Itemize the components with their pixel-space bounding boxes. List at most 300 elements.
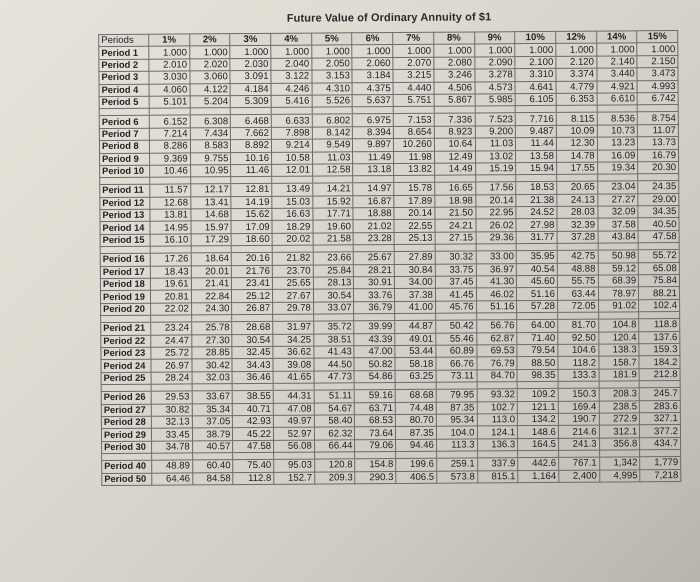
value-cell: 113.3 <box>436 439 477 452</box>
value-cell: 36.97 <box>476 263 517 276</box>
value-cell: 27.98 <box>516 219 557 232</box>
period-label: Period 28 <box>101 416 151 429</box>
value-cell: 13.58 <box>516 150 557 163</box>
value-cell: 8.142 <box>312 127 353 140</box>
value-cell: 33.75 <box>435 264 476 277</box>
value-cell: 120.8 <box>314 459 355 472</box>
value-cell: 2.020 <box>190 58 231 71</box>
value-cell: 49.01 <box>395 333 436 346</box>
value-cell: 3.030 <box>149 71 190 84</box>
value-cell: 41.43 <box>314 346 355 359</box>
value-cell: 32.09 <box>597 206 638 219</box>
value-cell: 12.58 <box>312 164 353 177</box>
value-cell: 1.000 <box>271 45 312 58</box>
value-cell: 45.22 <box>233 428 274 441</box>
value-cell: 6.152 <box>149 115 190 128</box>
value-cell: 81.70 <box>558 319 599 332</box>
value-cell: 169.4 <box>558 401 599 414</box>
value-cell: 1.000 <box>352 45 393 58</box>
value-cell: 47.08 <box>273 403 314 416</box>
value-cell: 49.97 <box>273 415 314 428</box>
value-cell: 1.000 <box>312 45 353 58</box>
value-cell: 15.97 <box>191 221 232 234</box>
rate-header: 9% <box>474 32 515 45</box>
value-cell: 14.21 <box>312 183 353 196</box>
value-cell: 26.97 <box>151 359 192 372</box>
period-label: Period 25 <box>101 372 151 385</box>
value-cell: 209.3 <box>314 471 355 484</box>
value-cell: 406.5 <box>396 471 437 484</box>
value-cell: 20.65 <box>557 181 598 194</box>
value-cell: 6.975 <box>353 114 394 127</box>
value-cell: 27.30 <box>191 334 232 347</box>
value-cell: 43.84 <box>598 231 639 244</box>
value-cell: 14.95 <box>150 221 191 234</box>
value-cell: 3.184 <box>352 70 393 83</box>
period-label: Period 14 <box>100 222 150 235</box>
value-cell: 40.57 <box>192 440 233 453</box>
period-label: Period 9 <box>100 153 150 166</box>
value-cell: 9.369 <box>150 152 191 165</box>
value-cell: 55.75 <box>557 275 598 288</box>
value-cell: 75.84 <box>639 275 680 288</box>
value-cell: 66.76 <box>436 357 477 370</box>
value-cell: 33.76 <box>354 289 395 302</box>
value-cell: 59.16 <box>355 390 396 403</box>
value-cell: 45.76 <box>435 301 476 314</box>
value-cell: 6.308 <box>190 115 231 128</box>
value-cell: 2.080 <box>434 57 475 70</box>
value-cell: 52.97 <box>273 427 314 440</box>
value-cell: 51.16 <box>517 288 558 301</box>
value-cell: 6.742 <box>637 92 678 105</box>
value-cell: 104.0 <box>436 426 477 439</box>
value-cell: 5.416 <box>271 95 312 108</box>
value-cell: 23.41 <box>232 277 273 290</box>
value-cell: 10.09 <box>556 125 597 138</box>
value-cell: 327.1 <box>640 412 681 425</box>
value-cell: 120.4 <box>598 331 639 344</box>
period-label: Period 19 <box>100 291 150 304</box>
value-cell: 6.468 <box>231 115 272 128</box>
value-cell: 57.28 <box>517 300 558 313</box>
value-cell: 84.70 <box>477 369 518 382</box>
value-cell: 3.153 <box>312 70 353 83</box>
value-cell: 8.654 <box>393 126 434 139</box>
value-cell: 38.55 <box>233 391 274 404</box>
value-cell: 6.353 <box>556 93 597 106</box>
value-cell: 7.214 <box>149 128 190 141</box>
value-cell: 18.43 <box>150 266 191 279</box>
value-cell: 22.55 <box>394 220 435 233</box>
value-cell: 442.6 <box>518 457 559 470</box>
value-cell: 41.45 <box>435 288 476 301</box>
value-cell: 18.60 <box>231 233 272 246</box>
value-cell: 36.62 <box>273 346 314 359</box>
value-cell: 815.1 <box>477 470 518 483</box>
value-cell: 11.57 <box>150 184 191 197</box>
value-cell: 3.122 <box>271 70 312 83</box>
value-cell: 118.2 <box>558 356 599 369</box>
value-cell: 7,218 <box>640 469 681 482</box>
value-cell: 16.65 <box>435 182 476 195</box>
value-cell: 27.15 <box>435 232 476 245</box>
value-cell: 71.40 <box>517 332 558 345</box>
value-cell: 76.79 <box>476 357 517 370</box>
value-cell: 2.120 <box>556 56 597 69</box>
value-cell: 4.779 <box>556 81 597 94</box>
value-cell: 199.6 <box>396 458 437 471</box>
value-cell: 63.25 <box>395 370 436 383</box>
value-cell: 44.87 <box>395 320 436 333</box>
value-cell: 16.63 <box>272 208 313 221</box>
value-cell: 84.58 <box>192 472 233 485</box>
value-cell: 51.16 <box>476 300 517 313</box>
value-cell: 25.13 <box>394 232 435 245</box>
rate-header: 4% <box>271 33 312 46</box>
value-cell: 356.8 <box>599 438 640 451</box>
value-cell: 50.82 <box>354 358 395 371</box>
value-cell: 17.09 <box>231 221 272 234</box>
value-cell: 152.7 <box>274 472 315 485</box>
value-cell: 121.1 <box>517 401 558 414</box>
value-cell: 27.67 <box>273 289 314 302</box>
value-cell: 34.43 <box>232 359 273 372</box>
value-cell: 28.03 <box>557 206 598 219</box>
value-cell: 767.1 <box>559 457 600 470</box>
value-cell: 573.8 <box>437 470 478 483</box>
value-cell: 21.41 <box>191 278 232 291</box>
value-cell: 30.42 <box>192 359 233 372</box>
value-cell: 2.010 <box>149 59 190 72</box>
value-cell: 87.35 <box>436 401 477 414</box>
value-cell: 16.10 <box>150 234 191 247</box>
value-cell: 41.65 <box>273 371 314 384</box>
value-cell: 95.34 <box>436 414 477 427</box>
value-cell: 24.13 <box>557 194 598 207</box>
value-cell: 5.637 <box>353 94 394 107</box>
value-cell: 4.921 <box>597 80 638 93</box>
value-cell: 24.47 <box>151 335 192 348</box>
value-cell: 9.549 <box>312 139 353 152</box>
value-cell: 27.89 <box>394 251 435 264</box>
value-cell: 7.662 <box>231 127 272 140</box>
value-cell: 11.46 <box>231 164 272 177</box>
value-cell: 59.12 <box>598 262 639 275</box>
period-label: Period 5 <box>99 96 149 109</box>
value-cell: 50.42 <box>436 320 477 333</box>
value-cell: 112.8 <box>233 472 274 485</box>
value-cell: 5.526 <box>312 95 353 108</box>
value-cell: 25.12 <box>232 290 273 303</box>
value-cell: 63.44 <box>557 288 598 301</box>
value-cell: 69.53 <box>476 345 517 358</box>
value-cell: 19.34 <box>597 162 638 175</box>
value-cell: 17.56 <box>475 182 516 195</box>
value-cell: 28.24 <box>151 372 192 385</box>
value-cell: 37.28 <box>557 231 598 244</box>
value-cell: 31.97 <box>273 321 314 334</box>
value-cell: 25.67 <box>354 252 395 265</box>
value-cell: 17.29 <box>191 234 232 247</box>
value-cell: 33.45 <box>151 428 192 441</box>
value-cell: 30.91 <box>354 277 395 290</box>
value-cell: 20.02 <box>272 233 313 246</box>
rate-header: 14% <box>596 31 637 44</box>
period-label: Period 24 <box>101 360 151 373</box>
value-cell: 45.60 <box>517 275 558 288</box>
value-cell: 24.52 <box>516 206 557 219</box>
value-cell: 10.58 <box>272 152 313 165</box>
value-cell: 60.40 <box>192 460 233 473</box>
value-cell: 10.260 <box>394 138 435 151</box>
value-cell: 35.72 <box>313 321 354 334</box>
value-cell: 102.4 <box>639 299 680 312</box>
value-cell: 56.08 <box>274 440 315 453</box>
value-cell: 118.8 <box>639 319 680 332</box>
value-cell: 54.86 <box>354 370 395 383</box>
value-cell: 133.3 <box>558 369 599 382</box>
value-cell: 23.28 <box>354 232 395 245</box>
value-cell: 1,164 <box>518 470 559 483</box>
value-cell: 44.50 <box>314 358 355 371</box>
value-cell: 16.09 <box>597 149 638 162</box>
value-cell: 15.92 <box>313 195 354 208</box>
value-cell: 13.41 <box>191 196 232 209</box>
value-cell: 79.54 <box>517 344 558 357</box>
value-cell: 34.25 <box>273 334 314 347</box>
period-label: Period 30 <box>102 441 152 454</box>
value-cell: 47.58 <box>233 440 274 453</box>
value-cell: 62.87 <box>476 332 517 345</box>
value-cell: 30.54 <box>313 289 354 302</box>
value-cell: 4,995 <box>599 469 640 482</box>
value-cell: 32.03 <box>192 371 233 384</box>
period-label: Period 4 <box>99 84 149 97</box>
rate-header: 2% <box>189 34 230 47</box>
value-cell: 88.21 <box>639 287 680 300</box>
value-cell: 1.000 <box>637 43 678 56</box>
period-label: Period 10 <box>100 165 150 178</box>
value-cell: 2.100 <box>515 56 556 69</box>
value-cell: 4.573 <box>475 81 516 94</box>
value-cell: 17.26 <box>150 253 191 266</box>
value-cell: 9.487 <box>516 125 557 138</box>
periods-header: Periods <box>99 34 149 47</box>
value-cell: 22.84 <box>191 290 232 303</box>
period-label: Period 50 <box>102 473 152 486</box>
value-cell: 68.39 <box>598 275 639 288</box>
value-cell: 58.40 <box>314 415 355 428</box>
value-cell: 47.58 <box>638 230 679 243</box>
value-cell: 2.090 <box>474 56 515 69</box>
value-cell: 10.64 <box>434 138 475 151</box>
value-cell: 40.54 <box>516 263 557 276</box>
value-cell: 7.336 <box>434 113 475 126</box>
value-cell: 3.473 <box>637 68 678 81</box>
value-cell: 58.18 <box>395 358 436 371</box>
value-cell: 46.02 <box>476 288 517 301</box>
value-cell: 8.394 <box>353 126 394 139</box>
value-cell: 184.2 <box>639 356 680 369</box>
value-cell: 158.7 <box>599 356 640 369</box>
value-cell: 65.08 <box>639 262 680 275</box>
value-cell: 1.000 <box>434 44 475 57</box>
value-cell: 4.993 <box>637 80 678 93</box>
rate-header: 15% <box>637 31 678 44</box>
value-cell: 95.03 <box>274 459 315 472</box>
rate-header: 7% <box>393 32 434 45</box>
value-cell: 30.32 <box>435 251 476 264</box>
rate-header: 3% <box>230 33 271 46</box>
value-cell: 15.03 <box>272 196 313 209</box>
value-cell: 1.000 <box>230 46 271 59</box>
value-cell: 68.68 <box>395 389 436 402</box>
value-cell: 3.374 <box>556 68 597 81</box>
value-cell: 13.73 <box>638 137 679 150</box>
value-cell: 75.40 <box>233 459 274 472</box>
value-cell: 64.46 <box>152 472 193 485</box>
value-cell: 16.87 <box>353 195 394 208</box>
value-cell: 43.39 <box>354 333 395 346</box>
value-cell: 134.2 <box>518 413 559 426</box>
value-cell: 32.45 <box>232 346 273 359</box>
value-cell: 72.05 <box>557 300 598 313</box>
value-cell: 1,779 <box>640 457 681 470</box>
value-cell: 32.13 <box>151 416 192 429</box>
value-cell: 13.49 <box>272 183 313 196</box>
value-cell: 8.923 <box>434 126 475 139</box>
value-cell: 12.17 <box>190 184 231 197</box>
value-cell: 148.6 <box>518 426 559 439</box>
value-cell: 51.11 <box>314 390 355 403</box>
value-cell: 88.50 <box>517 357 558 370</box>
value-cell: 34.35 <box>638 206 679 219</box>
value-cell: 1.000 <box>515 44 556 57</box>
value-cell: 11.44 <box>516 138 557 151</box>
value-cell: 18.98 <box>435 195 476 208</box>
value-cell: 17.55 <box>556 162 597 175</box>
value-cell: 13.18 <box>353 163 394 176</box>
value-cell: 7.898 <box>271 127 312 140</box>
value-cell: 53.44 <box>395 345 436 358</box>
value-cell: 36.46 <box>232 371 273 384</box>
value-cell: 23.66 <box>313 252 354 265</box>
value-cell: 37.45 <box>435 276 476 289</box>
value-cell: 17.71 <box>313 208 354 221</box>
value-cell: 9.755 <box>190 152 231 165</box>
value-cell: 11.07 <box>638 124 679 137</box>
value-cell: 3.215 <box>393 69 434 82</box>
value-cell: 80.70 <box>395 414 436 427</box>
value-cell: 30.54 <box>232 334 273 347</box>
rate-header: 5% <box>311 33 352 46</box>
table-title: Future Value of Ordinary Annuity of $1 <box>286 11 492 25</box>
value-cell: 20.01 <box>191 265 232 278</box>
value-cell: 4.122 <box>190 83 231 96</box>
value-cell: 4.440 <box>393 82 434 95</box>
value-cell: 212.8 <box>639 368 680 381</box>
value-cell: 113.0 <box>477 414 518 427</box>
value-cell: 2.040 <box>271 58 312 71</box>
value-cell: 1.000 <box>596 43 637 56</box>
value-cell: 35.34 <box>192 403 233 416</box>
value-cell: 214.6 <box>558 425 599 438</box>
value-cell: 21.02 <box>353 220 394 233</box>
value-cell: 2.050 <box>312 58 353 71</box>
value-cell: 3.060 <box>190 71 231 84</box>
value-cell: 337.9 <box>477 458 518 471</box>
value-cell: 12.01 <box>272 164 313 177</box>
value-cell: 137.6 <box>639 331 680 344</box>
period-label: Period 7 <box>99 128 149 141</box>
value-cell: 3.246 <box>434 69 475 82</box>
value-cell: 18.64 <box>191 253 232 266</box>
value-cell: 8.754 <box>637 112 678 125</box>
value-cell: 1.000 <box>149 46 190 59</box>
value-cell: 21.82 <box>272 252 313 265</box>
value-cell: 39.08 <box>273 358 314 371</box>
value-cell: 8.286 <box>149 140 190 153</box>
value-cell: 92.50 <box>558 332 599 345</box>
period-label: Period 3 <box>99 71 149 84</box>
value-cell: 14.49 <box>434 163 475 176</box>
value-cell: 13.82 <box>394 163 435 176</box>
value-cell: 37.38 <box>395 289 436 302</box>
value-cell: 241.3 <box>558 438 599 451</box>
value-cell: 98.35 <box>517 369 558 382</box>
value-cell: 290.3 <box>355 471 396 484</box>
value-cell: 159.3 <box>639 344 680 357</box>
value-cell: 30.82 <box>151 403 192 416</box>
period-label: Period 40 <box>102 460 152 473</box>
value-cell: 55.72 <box>638 250 679 263</box>
value-cell: 434.7 <box>640 437 681 450</box>
value-cell: 2.030 <box>230 58 271 71</box>
value-cell: 6.802 <box>312 114 353 127</box>
value-cell: 20.30 <box>638 161 679 174</box>
value-cell: 104.8 <box>598 319 639 332</box>
value-cell: 13.81 <box>150 209 191 222</box>
value-cell: 5.309 <box>230 95 271 108</box>
value-cell: 34.00 <box>395 276 436 289</box>
value-cell: 18.88 <box>353 208 394 221</box>
value-cell: 9.214 <box>271 139 312 152</box>
value-cell: 21.38 <box>516 194 557 207</box>
value-cell: 8.583 <box>190 140 231 153</box>
value-cell: 4.184 <box>230 83 271 96</box>
value-cell: 25.78 <box>191 322 232 335</box>
value-cell: 35.95 <box>516 251 557 264</box>
value-cell: 33.67 <box>192 391 233 404</box>
value-cell: 2,400 <box>559 470 600 483</box>
period-label: Period 18 <box>100 278 150 291</box>
value-cell: 10.95 <box>190 165 231 178</box>
value-cell: 7.523 <box>475 113 516 126</box>
value-cell: 3.091 <box>230 71 271 84</box>
value-cell: 13.02 <box>475 150 516 163</box>
value-cell: 40.71 <box>233 403 274 416</box>
value-cell: 12.30 <box>556 137 597 150</box>
value-cell: 44.31 <box>273 390 314 403</box>
value-cell: 64.00 <box>517 320 558 333</box>
value-cell: 37.05 <box>192 416 233 429</box>
value-cell: 62.32 <box>314 427 355 440</box>
value-cell: 19.60 <box>313 220 354 233</box>
value-cell: 190.7 <box>558 413 599 426</box>
value-cell: 63.71 <box>355 402 396 415</box>
value-cell: 208.3 <box>599 388 640 401</box>
